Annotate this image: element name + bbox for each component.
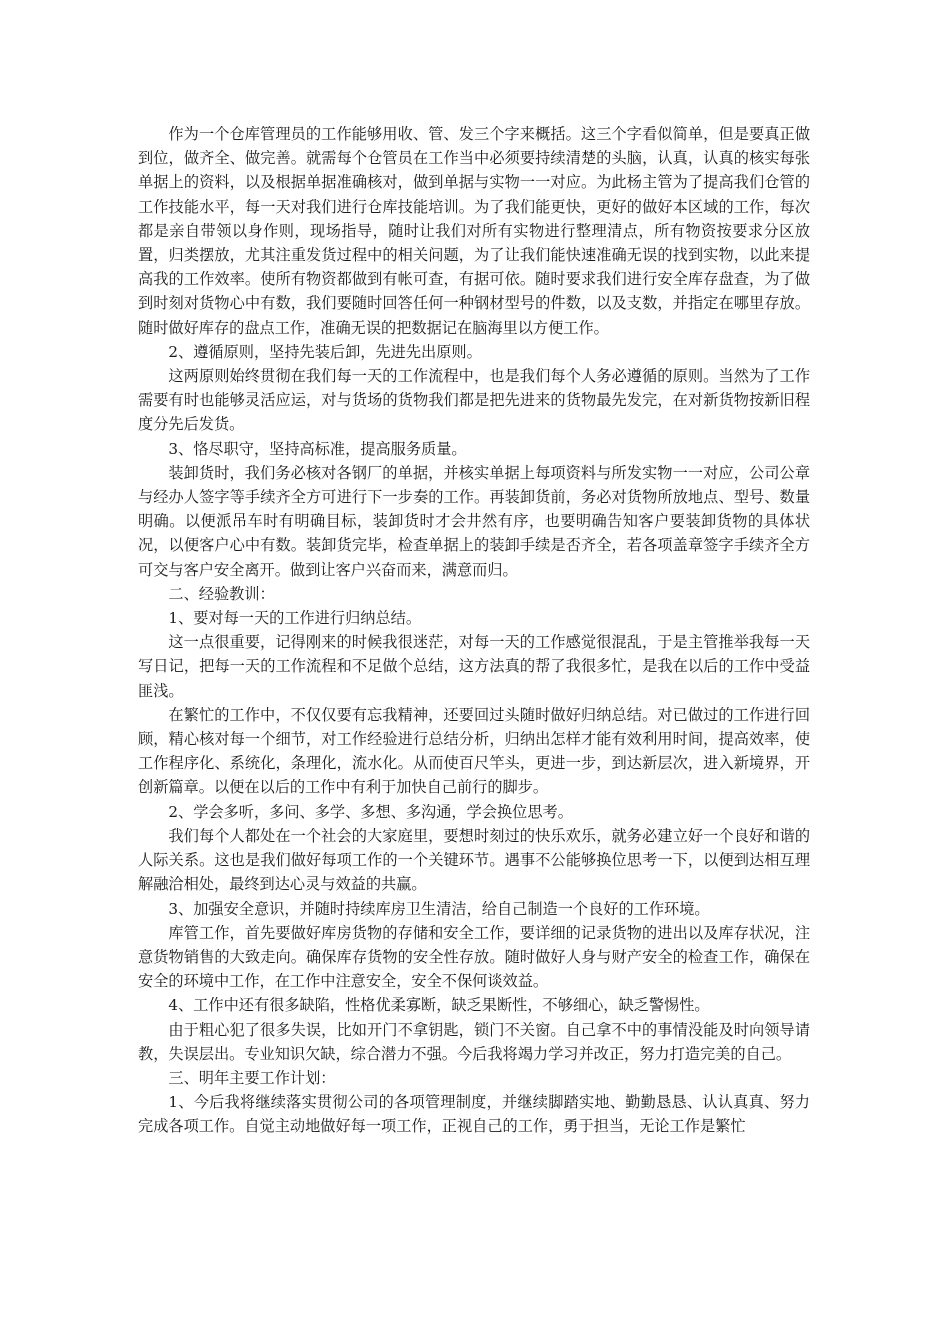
paragraph-lesson-3: 库管工作，首先要做好库房货物的存储和安全工作，要详细的记录货物的进出以及库存状况，注意货物销售的大致走向。确保库存货物的安全性存放。随时做好人身与财产安全的检查工作，确保在安全的环境中工作，在工作中注意安全，安全不保何谈效益。 [138, 923, 810, 991]
section-heading-lessons: 二、经验教训： [168, 584, 275, 603]
heading-lesson-2: 2、学会多听，多问、多学、多想、多沟通，学会换位思考。 [168, 802, 573, 821]
paragraph-lesson-1b: 在繁忙的工作中，不仅仅要有忘我精神，还要回过头随时做好归纳总结。对已做过的工作进行回顾，精心核对每一个细节，对工作经验进行总结分析，归纳出怎样才能有效利用时间，提高效率，使工作程序化、系统化，条理化，流水化。从而使百尺竿头，更进一步，到达新层次，进入新境界，开创新篇章。以便在以后的工作中有利于加快自己前行的脚步。 [138, 705, 810, 797]
paragraph-lesson-4: 由于粗心犯了很多失误，比如开门不拿钥匙，锁门不关窗。自己拿不中的事情没能及时向领导请教，失误层出。专业知识欠缺，综合潜力不强。今后我将竭力学习并改正，努力打造完美的自己。 [138, 1020, 810, 1063]
document-body [138, 122, 810, 1139]
heading-principle-2: 2、遵循原则，坚持先装后卸，先进先出原则。 [168, 342, 482, 361]
paragraph-principle-3: 装卸货时，我们务必核对各钢厂的单据，并核实单据上每项资料与所发实物一一对应，公司公章与经办人签字等手续齐全方可进行下一步奏的工作。再装卸货前，务必对货物所放地点、型号、数量明确。以便派吊车时有明确目标，装卸货时才会井然有序，也要明确告知客户要装卸货物的具体状况，以便客户心中有数。装卸货完毕，检查单据上的装卸手续是否齐全，若各项盖章签字手续齐全方可交与客户安全离开。做到让客户兴奋而来，满意而归。 [138, 463, 810, 579]
paragraph-plan-1: 1、今后我将继续落实贯彻公司的各项管理制度，并继续脚踏实地、勤勤恳恳、认认真真、努力完成各项工作。自觉主动地做好每一项工作，正视自己的工作，勇于担当，无论工作是繁忙 [138, 1093, 810, 1136]
paragraph-principle-2: 这两原则始终贯彻在我们每一天的工作流程中，也是我们每个人务必遵循的原则。当然为了工作需要有时也能够灵活应运，对与货场的货物我们都是把先进来的货物最先发完，在对新货物按新旧程度分先后发货。 [138, 367, 810, 434]
heading-principle-3: 3、恪尽职守，坚持高标准，提高服务质量。 [168, 439, 467, 458]
paragraph-intro: 作为一个仓库管理员的工作能够用收、管、发三个字来概括。这三个字看似简单，但是要真正做到位，做齐全、做完善。就需每个仓管员在工作当中必须要持续清楚的头脑，认真，认真的核实每张单据上的资料，以及根据单据准确核对，做到单据与实物一一对应。为此杨主管为了提高我们仓管的工作技能水平，每一天对我们进行仓库技能培训。为了我们能更快，更好的做好本区域的工作，每次都是亲自带领以身作则，现场指导，随时让我们对所有实物进行整理清点，所有物资按要求分区放置，归类摆放，尤其注重发货过程中的相关问题，为了让我们能快速准确无误的找到实物，以此来提高我的工作效率。使所有物资都做到有帐可查，有据可依。随时要求我们进行安全库存盘查，为了做到时刻对货物心中有数，我们要随时回答任何一种钢材型号的件数，以及支数，并指定在哪里存放。随时做好库存的盘点工作，准确无误的把数据记在脑海里以方便工作。 [138, 125, 810, 337]
heading-lesson-4: 4、工作中还有很多缺陷，性格优柔寡断，缺乏果断性，不够细心，缺乏警惕性。 [168, 996, 710, 1015]
heading-lesson-1: 1、要对每一天的工作进行归纳总结。 [168, 609, 422, 628]
paragraph-lesson-2: 我们每个人都处在一个社会的大家庭里，要想时刻过的快乐欢乐，就务必建立好一个良好和谐的人际关系。这也是我们做好每项工作的一个关键环节。遇事不公能够换位思考一下，以便到达相互理解融洽相处，最终到达心灵与效益的共赢。 [138, 826, 810, 894]
paragraph-lesson-1a: 这一点很重要，记得刚来的时候我很迷茫，对每一天的工作感觉很混乱，于是主管推举我每一天写日记，把每一天的工作流程和不足做个总结，这方法真的帮了我很多忙，是我在以后的工作中受益匪浅。 [138, 633, 810, 700]
section-heading-plan: 三、明年主要工作计划： [168, 1068, 336, 1087]
heading-lesson-3: 3、加强安全意识，并随时持续库房卫生清洁，给自己制造一个良好的工作环境。 [168, 899, 710, 918]
